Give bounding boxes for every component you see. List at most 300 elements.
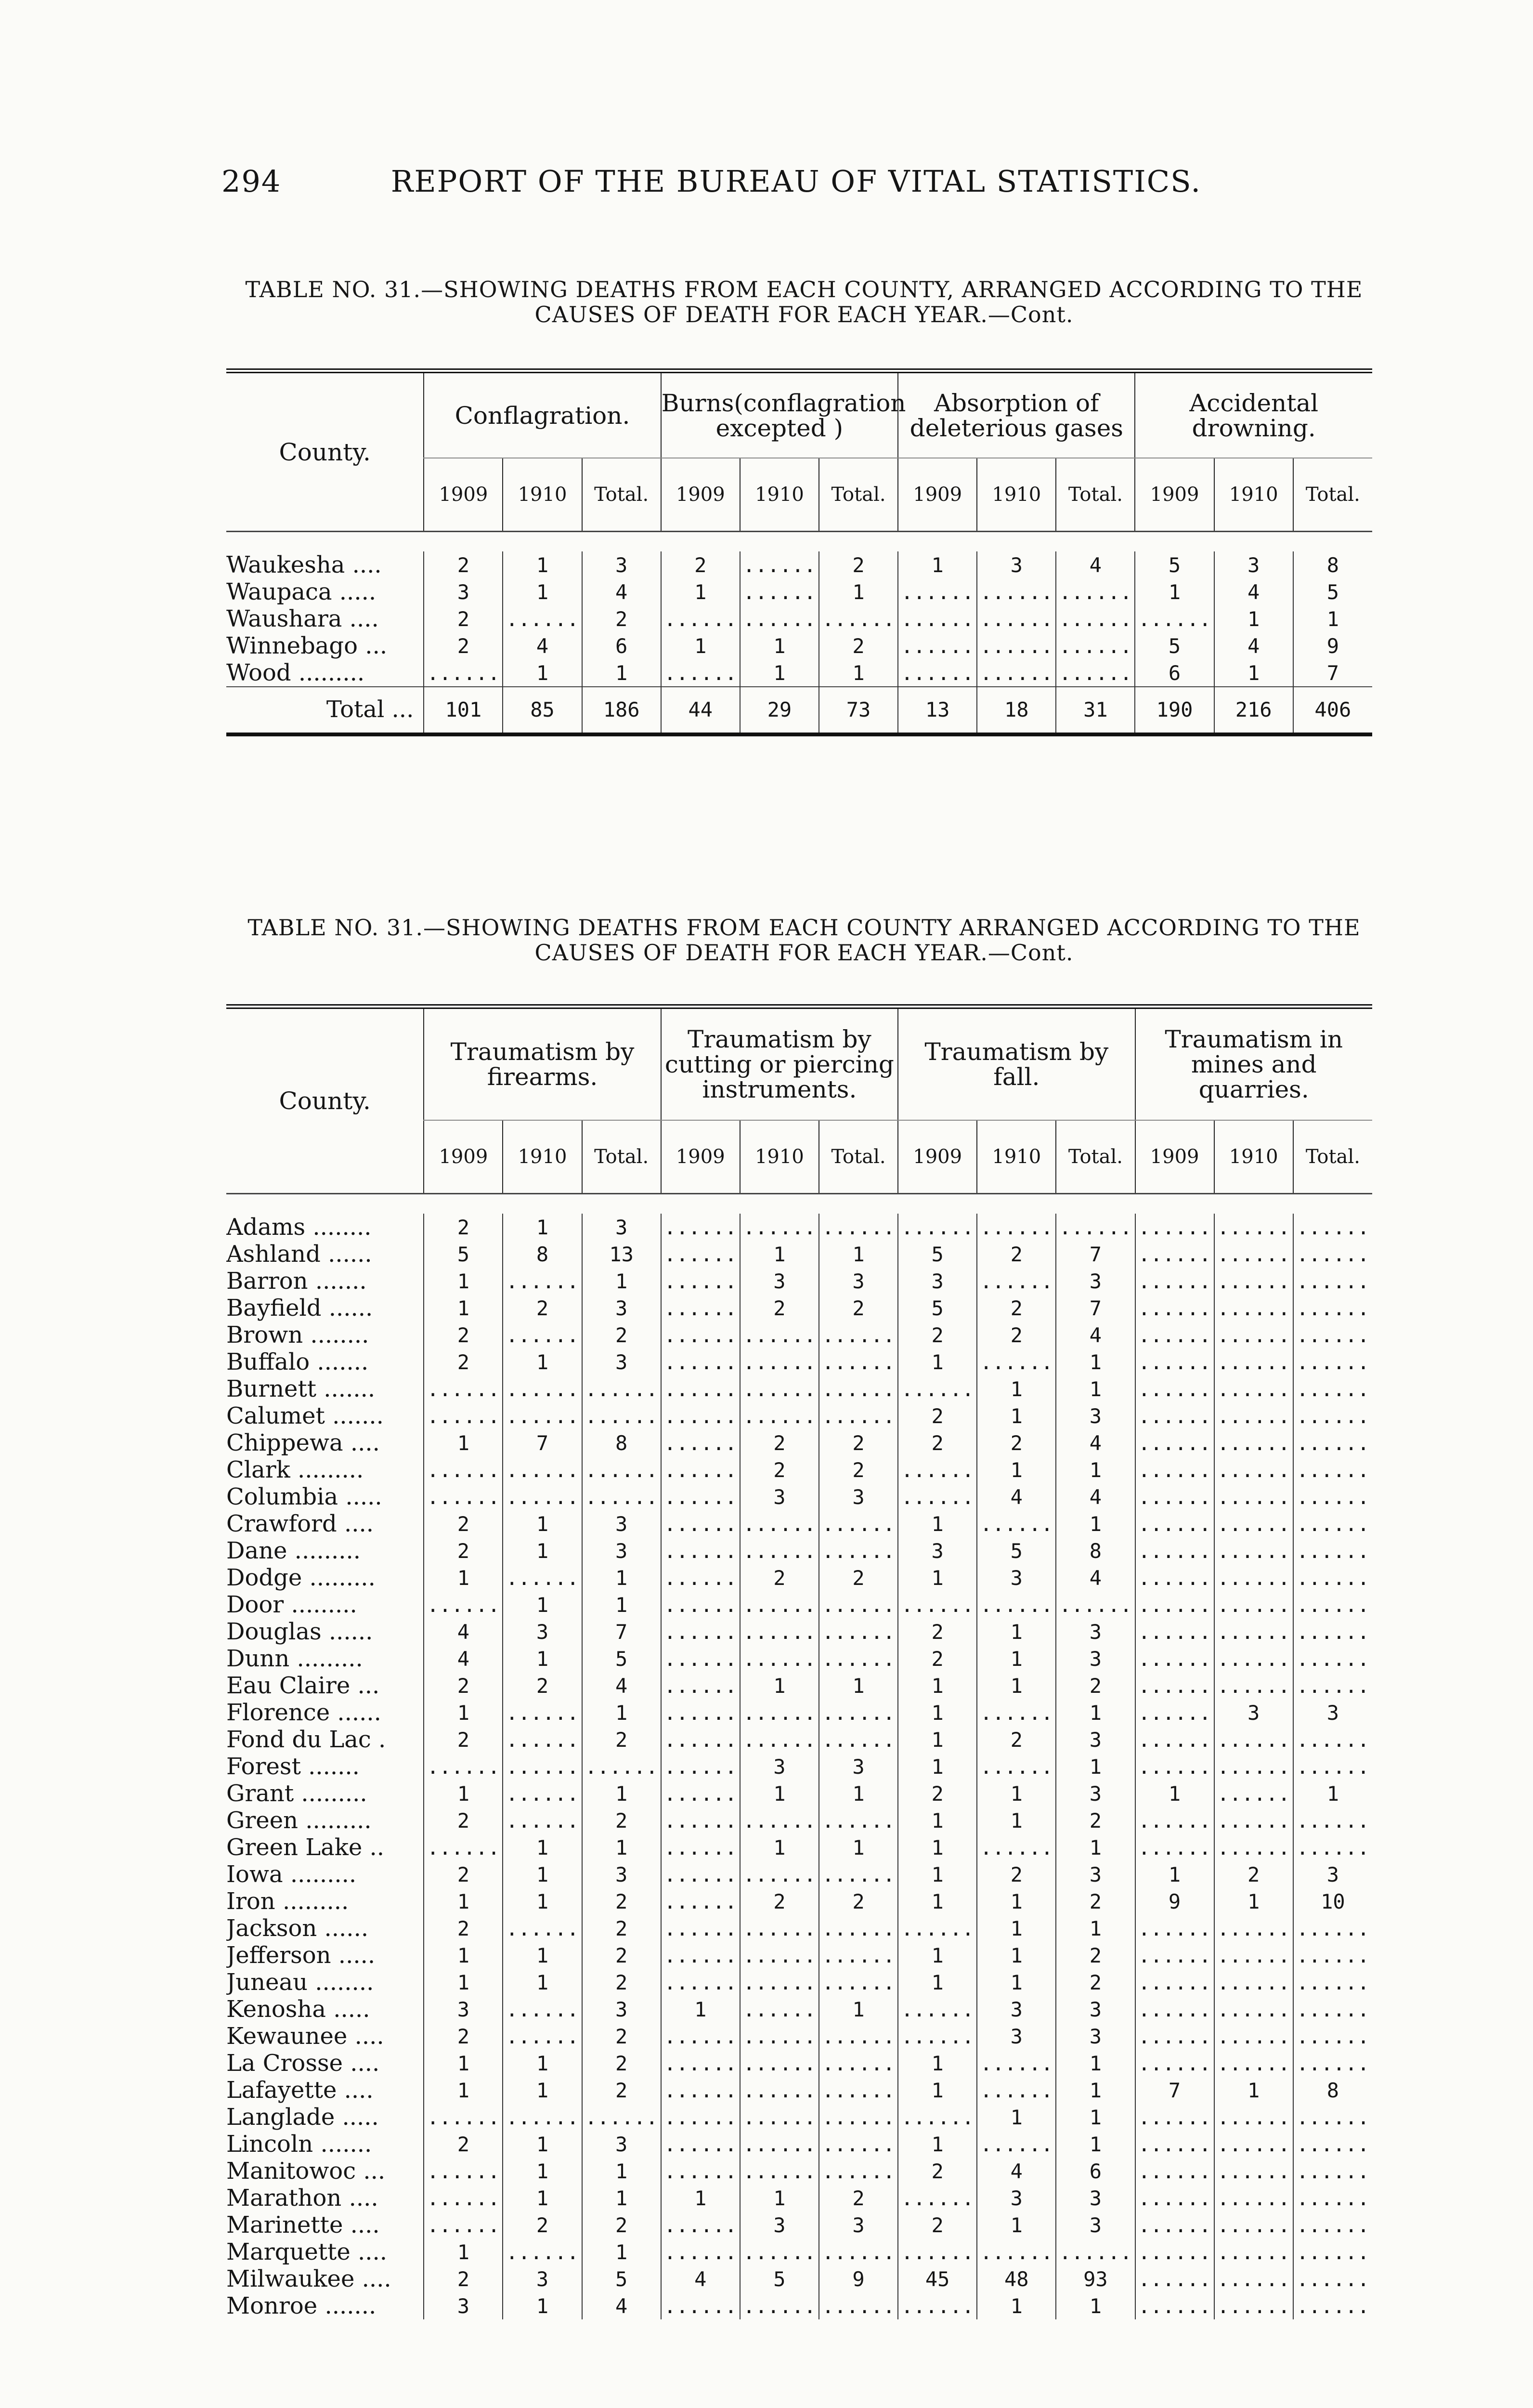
- table-row: [226, 578, 1372, 605]
- county-column-header: County.: [279, 438, 371, 466]
- page-header: [221, 164, 1201, 199]
- year-column-header: 1909: [424, 458, 503, 532]
- count-cell: ......: [661, 1214, 740, 1241]
- table-row: [226, 1429, 1372, 1456]
- count-cell: 3: [1056, 1402, 1135, 1429]
- count-cell: 3: [740, 1753, 819, 1780]
- count-cell: 1: [819, 1672, 898, 1699]
- count-cell: 2: [424, 1807, 503, 1834]
- count-cell: ......: [819, 1915, 898, 1942]
- year-column-header: 1909: [898, 458, 977, 532]
- count-cell: 8: [1293, 551, 1372, 578]
- table-row: [226, 1483, 1372, 1510]
- count-cell: ......: [898, 2104, 977, 2131]
- count-cell: 93: [1056, 2265, 1135, 2292]
- count-cell: 4: [582, 578, 661, 605]
- count-cell: 1: [898, 1834, 977, 1861]
- count-cell: ......: [740, 1942, 819, 1969]
- year-column-header: Total.: [819, 458, 898, 532]
- count-cell: 2: [977, 1241, 1056, 1268]
- count-cell: ......: [661, 1834, 740, 1861]
- spacer: [226, 1194, 1372, 1214]
- count-cell: ......: [819, 1699, 898, 1726]
- count-cell: ......: [977, 2077, 1056, 2104]
- count-cell: 4: [977, 2158, 1056, 2185]
- count-cell: ......: [1214, 1295, 1293, 1322]
- count-cell: ......: [819, 1510, 898, 1537]
- county-name: Manitowoc ...: [226, 2158, 386, 2185]
- count-cell: 1: [503, 1888, 582, 1915]
- count-cell: ......: [1293, 2292, 1372, 2319]
- count-cell: 1: [582, 1268, 661, 1295]
- county-name: Milwaukee ....: [226, 2265, 391, 2292]
- count-cell: ......: [740, 2077, 819, 2104]
- count-cell: ......: [819, 2158, 898, 2185]
- count-cell: 2: [740, 1295, 819, 1322]
- total-cell: 190: [1135, 687, 1214, 734]
- table-row: [226, 2238, 1372, 2265]
- count-cell: ......: [740, 1214, 819, 1241]
- table-row: [226, 2077, 1372, 2104]
- count-cell: 2: [582, 1915, 661, 1942]
- count-cell: 4: [424, 1645, 503, 1672]
- count-cell: ......: [898, 632, 977, 659]
- count-cell: ......: [424, 659, 503, 687]
- count-cell: ......: [503, 1807, 582, 1834]
- table1-caption: TABLE NO. 31.—SHOWING DEATHS FROM EACH COUNTY, ARRANGED ACCORDING TO THE CAUSES OF DEATH FOR EACH YEAR.—Cont.: [245, 276, 1363, 327]
- year-column-header: 1910: [740, 458, 819, 532]
- count-cell: ......: [1214, 1942, 1293, 1969]
- county-name: Ashland ......: [226, 1241, 372, 1268]
- count-cell: 1: [424, 1295, 503, 1322]
- year-column-header: 1910: [1214, 1120, 1293, 1194]
- count-cell: 2: [582, 1807, 661, 1834]
- count-cell: ......: [424, 1591, 503, 1618]
- county-name: Grant .........: [226, 1780, 367, 1807]
- county-name: Florence ......: [226, 1699, 381, 1726]
- count-cell: ......: [819, 1402, 898, 1429]
- count-cell: 1: [424, 1699, 503, 1726]
- count-cell: 4: [1214, 632, 1293, 659]
- count-cell: 2: [819, 1564, 898, 1591]
- count-cell: ......: [740, 1807, 819, 1834]
- count-cell: ......: [1293, 1564, 1372, 1591]
- count-cell: ......: [1135, 1834, 1214, 1861]
- year-column-header: 1910: [1214, 458, 1293, 532]
- year-column-header: Total.: [1293, 1120, 1372, 1194]
- table-row: [226, 1510, 1372, 1537]
- table-row: [226, 1618, 1372, 1645]
- total-cell: 31: [1056, 687, 1135, 734]
- count-cell: ......: [740, 1645, 819, 1672]
- count-cell: ......: [1293, 1807, 1372, 1834]
- count-cell: ......: [1293, 1510, 1372, 1537]
- count-cell: 2: [424, 632, 503, 659]
- table-row: [226, 1268, 1372, 1295]
- count-cell: ......: [977, 632, 1056, 659]
- count-cell: 1: [582, 1591, 661, 1618]
- count-cell: 1: [898, 1348, 977, 1375]
- count-cell: 1: [977, 1456, 1056, 1483]
- count-cell: 1: [582, 659, 661, 687]
- count-cell: 5: [898, 1295, 977, 1322]
- count-cell: ......: [1293, 2104, 1372, 2131]
- county-name: Kewaunee ....: [226, 2023, 384, 2050]
- county-name: Door .........: [226, 1591, 357, 1618]
- count-cell: 5: [1135, 632, 1214, 659]
- group-header: Burns(conflagration excepted ): [661, 371, 898, 458]
- count-cell: 1: [582, 1834, 661, 1861]
- count-cell: ......: [819, 2104, 898, 2131]
- count-cell: ......: [661, 1537, 740, 1564]
- count-cell: ......: [1214, 1268, 1293, 1295]
- year-column-header: Total.: [582, 458, 661, 532]
- count-cell: 3: [977, 2185, 1056, 2212]
- count-cell: 3: [1056, 2212, 1135, 2238]
- count-cell: ......: [661, 2238, 740, 2265]
- count-cell: 2: [819, 1888, 898, 1915]
- count-cell: 1: [977, 1807, 1056, 1834]
- count-cell: 1: [1056, 1456, 1135, 1483]
- count-cell: ......: [661, 2212, 740, 2238]
- table-row: [226, 2185, 1372, 2212]
- count-cell: ......: [582, 1402, 661, 1429]
- count-cell: 4: [1056, 1483, 1135, 1510]
- count-cell: 1: [977, 2104, 1056, 2131]
- count-cell: ......: [1214, 1241, 1293, 1268]
- total-label: Total ...: [226, 687, 424, 734]
- count-cell: 1: [977, 1402, 1056, 1429]
- count-cell: ......: [661, 1969, 740, 1996]
- count-cell: 9: [1293, 632, 1372, 659]
- count-cell: ......: [898, 1214, 977, 1241]
- count-cell: ......: [503, 2104, 582, 2131]
- count-cell: ......: [1056, 659, 1135, 687]
- count-cell: 2: [503, 2212, 582, 2238]
- count-cell: 1: [1214, 605, 1293, 632]
- count-cell: 2: [819, 1295, 898, 1322]
- county-name: Bayfield ......: [226, 1295, 373, 1322]
- county-name: Jackson ......: [226, 1915, 369, 1942]
- total-cell: 216: [1214, 687, 1293, 734]
- group-header: Traumatism by fall.: [898, 1007, 1135, 1120]
- table-row: [226, 2050, 1372, 2077]
- count-cell: ......: [819, 605, 898, 632]
- count-cell: 1: [503, 1942, 582, 1969]
- count-cell: 3: [1056, 1780, 1135, 1807]
- county-name: Waupaca .....: [226, 578, 377, 605]
- count-cell: 1: [1214, 659, 1293, 687]
- count-cell: 3: [582, 1510, 661, 1537]
- count-cell: ......: [661, 1645, 740, 1672]
- table-row: [226, 2131, 1372, 2158]
- count-cell: 48: [977, 2265, 1056, 2292]
- count-cell: 1: [1056, 1834, 1135, 1861]
- count-cell: ......: [1056, 578, 1135, 605]
- count-cell: 1: [740, 1834, 819, 1861]
- county-name: Chippewa ....: [226, 1429, 380, 1456]
- count-cell: ......: [1293, 1672, 1372, 1699]
- count-cell: ......: [1214, 1780, 1293, 1807]
- count-cell: ......: [1293, 1996, 1372, 2023]
- table-row: [226, 1214, 1372, 1241]
- count-cell: ......: [1214, 1510, 1293, 1537]
- count-cell: 1: [582, 1564, 661, 1591]
- table-row: [226, 1645, 1372, 1672]
- count-cell: ......: [1135, 1564, 1214, 1591]
- count-cell: 4: [1214, 578, 1293, 605]
- count-cell: ......: [1214, 1591, 1293, 1618]
- count-cell: 5: [1293, 578, 1372, 605]
- count-cell: 1: [424, 1942, 503, 1969]
- total-cell: 101: [424, 687, 503, 734]
- count-cell: ......: [1214, 2265, 1293, 2292]
- count-cell: ......: [661, 2104, 740, 2131]
- count-cell: ......: [661, 2050, 740, 2077]
- year-column-header: 1909: [424, 1120, 503, 1194]
- count-cell: ......: [977, 2131, 1056, 2158]
- count-cell: ......: [1293, 1429, 1372, 1456]
- count-cell: ......: [1135, 1375, 1214, 1402]
- count-cell: ......: [1214, 2023, 1293, 2050]
- count-cell: 2: [424, 1726, 503, 1753]
- count-cell: 9: [819, 2265, 898, 2292]
- count-cell: ......: [740, 1591, 819, 1618]
- count-cell: 7: [1056, 1295, 1135, 1322]
- year-column-header: 1910: [977, 1120, 1056, 1194]
- count-cell: ......: [1135, 1483, 1214, 1510]
- count-cell: 2: [898, 1322, 977, 1348]
- county-name: Lafayette ....: [226, 2077, 374, 2104]
- table-row: [226, 605, 1372, 632]
- count-cell: 7: [503, 1429, 582, 1456]
- table-row: [226, 1807, 1372, 1834]
- count-cell: ......: [661, 2131, 740, 2158]
- count-cell: ......: [740, 1618, 819, 1645]
- table-row: [226, 1375, 1372, 1402]
- count-cell: ......: [503, 2023, 582, 2050]
- count-cell: 2: [424, 2023, 503, 2050]
- year-column-header: Total.: [1293, 458, 1372, 532]
- count-cell: ......: [819, 2050, 898, 2077]
- count-cell: 1: [503, 2292, 582, 2319]
- count-cell: ......: [1135, 1591, 1214, 1618]
- count-cell: 3: [424, 1996, 503, 2023]
- count-cell: 1: [898, 1888, 977, 1915]
- count-cell: ......: [1135, 1510, 1214, 1537]
- count-cell: ......: [582, 2104, 661, 2131]
- count-cell: ......: [503, 1375, 582, 1402]
- count-cell: ......: [661, 1753, 740, 1780]
- count-cell: 6: [1135, 659, 1214, 687]
- count-cell: 3: [977, 551, 1056, 578]
- count-cell: 1: [661, 578, 740, 605]
- count-cell: 3: [819, 1753, 898, 1780]
- count-cell: 1: [424, 2238, 503, 2265]
- count-cell: 1: [503, 2050, 582, 2077]
- count-cell: 2: [582, 1726, 661, 1753]
- county-name: Jefferson .....: [226, 1942, 376, 1969]
- group-header: Traumatism by cutting or piercing instruments.: [661, 1007, 898, 1120]
- count-cell: ......: [1293, 1591, 1372, 1618]
- total-cell: 85: [503, 687, 582, 734]
- count-cell: 1: [424, 1564, 503, 1591]
- count-cell: ......: [1214, 1807, 1293, 1834]
- count-cell: ......: [1214, 1969, 1293, 1996]
- count-cell: 5: [582, 1645, 661, 1672]
- count-cell: ......: [740, 1861, 819, 1888]
- count-cell: ......: [1293, 1402, 1372, 1429]
- count-cell: 2: [424, 1322, 503, 1348]
- count-cell: 1: [1056, 1915, 1135, 1942]
- count-cell: 3: [582, 551, 661, 578]
- spacer-row: [226, 1194, 1372, 1214]
- county-name: Dunn .........: [226, 1645, 363, 1672]
- count-cell: 1: [661, 632, 740, 659]
- count-cell: 5: [1135, 551, 1214, 578]
- count-cell: 1: [1135, 1780, 1214, 1807]
- count-cell: ......: [740, 2050, 819, 2077]
- count-cell: ......: [1214, 1726, 1293, 1753]
- count-cell: ......: [1293, 1753, 1372, 1780]
- count-cell: 1: [1293, 605, 1372, 632]
- total-cell: 186: [582, 687, 661, 734]
- count-cell: 8: [1056, 1537, 1135, 1564]
- count-cell: 2: [977, 1322, 1056, 1348]
- count-cell: 1: [503, 1591, 582, 1618]
- count-cell: ......: [819, 1214, 898, 1241]
- count-cell: ......: [1293, 1942, 1372, 1969]
- county-name: Dodge .........: [226, 1564, 376, 1591]
- count-cell: 2: [424, 1537, 503, 1564]
- group-header: Absorption of deleterious gases: [898, 371, 1135, 458]
- count-cell: ......: [1293, 1537, 1372, 1564]
- total-row: [226, 687, 1372, 734]
- count-cell: ......: [503, 1915, 582, 1942]
- count-cell: ......: [661, 659, 740, 687]
- count-cell: 2: [582, 2077, 661, 2104]
- count-cell: 4: [582, 2292, 661, 2319]
- count-cell: 1: [898, 1807, 977, 1834]
- total-cell: 406: [1293, 687, 1372, 734]
- count-cell: ......: [1135, 2104, 1214, 2131]
- count-cell: 1: [898, 1861, 977, 1888]
- count-cell: ......: [740, 578, 819, 605]
- count-cell: ......: [977, 1510, 1056, 1537]
- count-cell: 2: [740, 1429, 819, 1456]
- count-cell: ......: [582, 1483, 661, 1510]
- count-cell: 3: [582, 1861, 661, 1888]
- count-cell: ......: [503, 1322, 582, 1348]
- count-cell: 2: [1056, 1888, 1135, 1915]
- count-cell: ......: [1135, 2023, 1214, 2050]
- count-cell: ......: [1214, 1564, 1293, 1591]
- count-cell: 13: [582, 1241, 661, 1268]
- count-cell: ......: [1135, 1699, 1214, 1726]
- count-cell: 7: [1293, 659, 1372, 687]
- count-cell: 1: [503, 2077, 582, 2104]
- count-cell: ......: [740, 1510, 819, 1537]
- count-cell: ......: [661, 605, 740, 632]
- count-cell: 1: [819, 578, 898, 605]
- count-cell: ......: [1214, 2185, 1293, 2212]
- count-cell: 1: [740, 659, 819, 687]
- count-cell: 1: [1056, 2292, 1135, 2319]
- count-cell: 1: [898, 1753, 977, 1780]
- count-cell: ......: [661, 1861, 740, 1888]
- count-cell: 2: [898, 1429, 977, 1456]
- count-cell: 1: [977, 1618, 1056, 1645]
- count-cell: 8: [582, 1429, 661, 1456]
- count-cell: ......: [1214, 1618, 1293, 1645]
- count-cell: ......: [898, 605, 977, 632]
- count-cell: 2: [898, 2158, 977, 2185]
- count-cell: 3: [1056, 1268, 1135, 1295]
- table-row: [226, 1942, 1372, 1969]
- count-cell: ......: [1135, 1456, 1214, 1483]
- spacer-row: [226, 532, 1372, 552]
- count-cell: ......: [740, 1537, 819, 1564]
- count-cell: 3: [1056, 1996, 1135, 2023]
- count-cell: ......: [1135, 2158, 1214, 2185]
- count-cell: 1: [977, 2292, 1056, 2319]
- count-cell: 2: [582, 2212, 661, 2238]
- count-cell: 1: [661, 1996, 740, 2023]
- count-cell: 4: [977, 1483, 1056, 1510]
- count-cell: ......: [740, 605, 819, 632]
- count-cell: 1: [503, 551, 582, 578]
- count-cell: ......: [1214, 1402, 1293, 1429]
- count-cell: 2: [424, 551, 503, 578]
- table-row: [226, 1564, 1372, 1591]
- count-cell: 2: [582, 1888, 661, 1915]
- count-cell: 2: [819, 1429, 898, 1456]
- count-cell: 1: [1056, 2077, 1135, 2104]
- count-cell: ......: [1293, 1618, 1372, 1645]
- count-cell: ......: [740, 1402, 819, 1429]
- count-cell: 4: [424, 1618, 503, 1645]
- table-row: [226, 1295, 1372, 1322]
- count-cell: 4: [661, 2265, 740, 2292]
- year-column-header: 1910: [977, 458, 1056, 532]
- count-cell: ......: [424, 1753, 503, 1780]
- count-cell: ......: [661, 1699, 740, 1726]
- count-cell: 1: [898, 1699, 977, 1726]
- count-cell: 3: [1293, 1699, 1372, 1726]
- count-cell: ......: [1135, 1618, 1214, 1645]
- year-column-header: 1910: [740, 1120, 819, 1194]
- county-name: Adams ........: [226, 1214, 372, 1241]
- count-cell: 1: [424, 1888, 503, 1915]
- table-row: [226, 1996, 1372, 2023]
- count-cell: 2: [898, 1402, 977, 1429]
- count-cell: ......: [819, 1537, 898, 1564]
- count-cell: 8: [1293, 2077, 1372, 2104]
- count-cell: 2: [740, 1888, 819, 1915]
- count-cell: 1: [582, 1699, 661, 1726]
- county-name: Langlade .....: [226, 2104, 379, 2131]
- count-cell: ......: [740, 551, 819, 578]
- count-cell: ......: [582, 1375, 661, 1402]
- count-cell: ......: [1056, 1214, 1135, 1241]
- count-cell: 7: [1135, 2077, 1214, 2104]
- count-cell: ......: [661, 1402, 740, 1429]
- table-row: [226, 1591, 1372, 1618]
- count-cell: 3: [898, 1537, 977, 1564]
- county-name: Monroe .......: [226, 2292, 377, 2319]
- count-cell: ......: [977, 1591, 1056, 1618]
- year-column-header: 1909: [661, 458, 740, 532]
